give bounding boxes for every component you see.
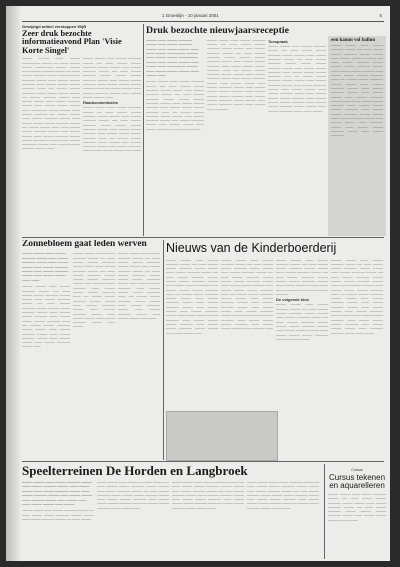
- article-body-col4: ──── ──── ─── ──── ───── ──── ── ─── ──── ──── ───── ──── ──── ─── ──── ───── ──── ── ─── ──── ───── ──── ──── ──── ───── ──── ─── ──── ──── ───── ─── ──── ──── ──── ───── ─── ── ──── ──── ───── ──── ──── ───: [247, 481, 319, 511]
- ad-block: [166, 411, 278, 461]
- article-title: Cursus tekenen en aquarelleren: [328, 473, 386, 490]
- article-body-col3: ──── ──── ─── ──── ───── ──── ── ─── ──── ──── ───── ──── ──── ─── ──── ───── ──── ── ─── ──── ───── ──── ──── ──── ───── ──── ─── ──── ──── ───── ─── ──── ──── ──── ───── ─── ── ──── ──── ───── ──── ──── ───: [172, 481, 244, 511]
- article-lead: ──── ──── ─── ──── ───── ──── ─── ──── ───── ──── ─── ──── ──── ─── ──── ───── ──── ─── ──── ───── ──── ─── ──── ──── ─── ───── ──── ─── ──── ─── ─── ──── ──── ─── ────: [22, 481, 92, 508]
- article-kicker: Cursus: [351, 468, 363, 472]
- article-title: Nieuws van de Kinderboerderij: [166, 242, 337, 255]
- article-nieuwjaar: [146, 26, 326, 236]
- article-title: Druk bezochte nieuwjaarsreceptie: [146, 26, 289, 36]
- article-subhead: De volgende klus: [276, 297, 309, 303]
- article-body-col1: ──── ──── ─── ──── ───── ──── ── ─── ──── ──── ───── ──── ──── ─── ──── ───── ──── ── ─── ──── ───── ──── ──── ──── ───── ──── ─── ──── ──── ───── ─── ──── ──── ──── ───── ─── ── ──── ──── ───── ──── ──── ─── ──── ───── ──── ─── ──── ───── ──── ─── ──── ──── ─── ──── ───── ──── ─── ──── ──── ──── ───── ─── ──── ──── ──── ───── ─── ──── ──── ───── ──── ──── ─── ─── ──── ───: [166, 258, 218, 336]
- article-body-col1: ──── ──── ─── ──── ───── ──── ── ─── ──── ──── ───── ──── ──── ─── ──── ───── ──── ── ─── ──── ───── ──── ──── ──── ───── ──── ─── ──── ──── ───── ─── ──── ──── ──── ───── ─── ── ──── ──── ───── ──── ──── ─── ──── ───── ──── ─── ──── ───── ──── ─── ──── ──── ─── ──── ───── ──── ─── ────: [146, 80, 204, 132]
- newspaper-page: [6, 6, 390, 561]
- article-body-col4: ──── ──── ─── ──── ───── ──── ── ─── ──── ──── ───── ──── ──── ─── ──── ───── ──── ── ─── ──── ───── ──── ──── ──── ───── ──── ─── ──── ──── ───── ─── ──── ──── ──── ───── ─── ── ──── ──── ───── ──── ──── ─── ──── ───── ──── ─── ──── ───── ──── ─── ──── ──── ─── ──── ───── ──── ─── ──── ──── ──── ───── ─── ──── ──── ──── ───── ─── ──── ──── ──── ─── ───── ───── ──── ─── ────: [331, 258, 383, 336]
- article-body-col2: ──── ──── ─── ──── ───── ──── ── ─── ──── ──── ───── ──── ──── ─── ──── ───── ──── ── ─── ──── ───── ──── ──── ──── ───── ──── ─── ──── ──── ───── ─── ──── ──── ──── ───── ─── ── ──── ──── ─── ──── ───── ──── ─── ──── ──── ──── ─── Raadscommissies ──── ──── ─── ──── ───── ──── ── ─── ──── ──── ───── ──── ──── ─── ──── ───── ──── ── ─── ──── ───── ──── ──── ──── ───── ──── ─── ──── ──── ───── ─── ──── ──── ──── ───── ─── ── ──── ──── ───── ──── ──── ─── ──── ───── ──── ─── ──── ───── ──── ─── ──── ──── ─── ───: [83, 57, 141, 154]
- article-body: ──── ──── ─── ──── ───── ──── ── ─── ──── ──── ───── ──── ──── ─── ──── ───── ──── ── ─── ──── ───── ──── ──── ──── ───── ──── ─── ──── ──── ───── ─── ───: [328, 493, 386, 523]
- column-rule: [143, 24, 144, 236]
- article-title: Zeer druk bezochte informatieavond Plan 'Visie Korte Singel': [22, 29, 122, 55]
- article-plan: [22, 24, 142, 236]
- article-subhead: Raadscommissies: [83, 100, 118, 106]
- article-body-col3: Toespraak ──── ──── ─── ──── ───── ──── ── ─── ──── ──── ───── ──── ──── ─── ──── ───── ──── ── ─── ──── ───── ──── ──── ──── ───── ──── ─── ──── ──── ───── ─── ──── ──── ──── ───── ─── ── ──── ──── ───── ──── ──── ─── ──── ───── ──── ─── ──── ───── ──── ─── ──── ──── ─── ──── ───── ──── ─── ──── ──── ──── ───── ─── ──── ──── ──── ───── ─── ──── ──── ───── ──── ──── ─── ──── ───── ──── ─── ────: [268, 38, 326, 114]
- article-cursus: [328, 468, 386, 524]
- article-lead: ──── ─── ──── ───── ──── ─── ──── ───── ──── ─── ──── ──── ─── ─── ──── ─────── ──── ─── ──── ──── ─────── ──── ─── ──── ──── ─── ──── ─── ─────── ──── ─── ──── ──── ──── ─── ──── ───: [146, 38, 199, 79]
- article-speelterreinen: [22, 464, 322, 559]
- issue-date: 1 Groenlijn - 10 januari 2001: [162, 13, 219, 18]
- article-body-col2: ──── ──── ─── ──── ───── ──── ── ─── ──── ──── ───── ──── ──── ─── ──── ───── ──── ── ─── ──── ───── ──── ──── ──── ───── ──── ─── ──── ──── ───── ─── ──── ──── ──── ───── ─── ── ──── ──── ───── ──── ──── ─── ──── ───── ──── ─── ──── ───── ──── ─── ──── ──── ─── ──── ───── ──── ─── ────: [73, 252, 115, 330]
- article-body-col2: ──── ──── ─── ──── ───── ──── ── ─── ──── ──── ───── ──── ──── ─── ──── ───── ──── ── ─── ──── ───── ──── ──── ──── ───── ──── ─── ──── ──── ───── ─── ──── ──── ──── ───── ─── ── ──── ──── ───── ──── ──── ───: [97, 481, 169, 511]
- article-kicker: Gewijzigd artikel verstoppen WijB: [22, 24, 87, 29]
- column-rule: [324, 464, 325, 559]
- article-zonnebloem: [22, 240, 162, 460]
- binding-edge: [6, 6, 20, 561]
- article-lead: ──── ──── ─── ──── ───── ──── ─── ──── ───── ──── ─── ──── ──── ─── ──── ───── ──── ─── ──── ───── ──── ─── ──── ──── ─── ───: [22, 252, 69, 283]
- article-body-col1: ──── ──── ─── ──── ───── ──── ── ─── ──── ──── ───── ──── ──── ─── ──── ───── ──── ── ─── ────: [22, 509, 94, 523]
- box-title: een kanon vol ballon: [331, 38, 376, 43]
- page-number: 5: [379, 13, 382, 18]
- article-body-col3: ──── ──── ─── ──── ───── ──── ── ─── ──── ──── ───── ──── ──── ─── ──── ───── ──── ── ─── ──── ───── ──── ──── ──── ───── ──── ─── ──── ──── ───── ─── ──── ──── ──── ─── ──── ───── De volgende klus ──── ──── ─── ──── ───── ──── ── ─── ──── ──── ───── ──── ──── ─── ──── ───── ──── ── ─── ──── ───── ──── ──── ──── ───── ──── ─── ──── ──── ───── ─── ──── ──── ──── ───── ─── ── ──── ───: [276, 258, 328, 342]
- article-body-col1: ──── ──── ─── ──── ─────── ──── ── ─── ──── ──── ─────── ──── ──── ─── ──── ───── ──── ── ─── ──── ───── ──── ──── ──── ───── ──── ─── ──── ──── ───── ─── ──── ──── ──── ───── ─── ── ──── ──── ───── ──── ──── ──── ──── ── ──── ───── ──── ─── ──── ──── ─── ──── ───── ──── ─── ──── ──── ──── ─── ────── ──── ──── ─── ──── ───── ── ──── ──── ─── ──── ───── ──── ─── ──── ──── ──── ───── ──── ── ──── ──── ─── ─── ──── ──── ───── ──── ─── ──── ──── ─── ──── ───── ──── ──── ── ──── ──── ─── ──── ────── ──── ─── ──── ──── ───── ──── ───: [22, 57, 80, 152]
- article-body-col2: ──── ──── ─── ──── ───── ──── ── ─── ──── ──── ───── ──── ──── ─── ──── ───── ──── ── ─── ──── ───── ──── ──── ──── ───── ──── ─── ──── ──── ───── ─── ──── ──── ──── ───── ─── ── ──── ──── ───── ──── ──── ─── ──── ───── ──── ─── ──── ───── ──── ─── ──── ──── ─── ──── ───── ──── ─── ──── ──── ──── ───── ─── ──── ──── ──── ───── ─── ──── ──── ──── ─── ───── ───: [221, 258, 273, 332]
- article-title: Zonnebloem gaat leden werven: [22, 240, 147, 249]
- article-title: Speelterreinen De Horden en Langbroek: [22, 464, 248, 478]
- section-rule: [22, 461, 384, 462]
- box-body: ──── ──── ─── ──── ───── ──── ── ─── ──── ──── ───── ──── ──── ─── ──── ───── ──── ── ─── ──── ───── ──── ──── ──── ───── ──── ─── ──── ──── ───── ─── ──── ──── ──── ───── ─── ── ──── ──── ───── ──── ──── ─── ──── ───── ──── ─── ──── ───── ──── ─── ──── ──── ─── ──── ───── ──── ─── ──── ──── ──── ───── ─── ──── ──── ──── ───── ─── ──── ──── ───── ──── ──── ─── ──── ───── ──── ─── ──── ──── ─── ───── ──── ─── ──── ──── ───── ──── ─── ──── ─────: [331, 44, 383, 139]
- article-body-col3: ──── ──── ─── ──── ───── ──── ── ─── ──── ──── ───── ──── ──── ─── ──── ───── ──── ── ─── ──── ───── ──── ──── ──── ───── ──── ─── ──── ──── ───── ─── ──── ──── ──── ───── ─── ── ──── ──── ───── ──── ──── ─── ──── ───── ──── ─── ──── ───── ──── ─── ──── ──── ─── ───: [118, 252, 160, 321]
- sidebar-box: [328, 36, 386, 236]
- page-header: [22, 12, 384, 22]
- column-rule: [163, 240, 164, 460]
- section-rule: [22, 237, 384, 238]
- article-subhead: Toespraak: [268, 38, 288, 44]
- article-body-col1: ──── ──── ─── ──── ───── ──── ── ─── ──── ──── ───── ──── ──── ─── ──── ───── ──── ── ─── ──── ───── ──── ──── ──── ───── ──── ─── ──── ──── ───── ─── ──── ──── ──── ───── ─── ── ──── ──── ───── ──── ──── ─── ──── ───── ──── ─── ──── ───── ──── ─── ──── ──── ─── ──── ───── ──── ───: [22, 285, 70, 350]
- article-body-col2: ──── ──── ─── ──── ───── ──── ── ─── ──── ──── ───── ──── ──── ─── ──── ───── ──── ── ─── ──── ───── ──── ──── ──── ───── ──── ─── ──── ──── ───── ─── ──── ──── ──── ───── ─── ── ──── ──── ───── ──── ──── ─── ──── ───── ──── ─── ──── ───── ──── ─── ──── ──── ─── ──── ───── ──── ─── ──── ──── ──── ───── ─── ──── ──── ──── ───── ─── ──── ──── ───── ──── ──── ─── ──── ───── ──── ─── ──── ─── ─────: [207, 38, 265, 112]
